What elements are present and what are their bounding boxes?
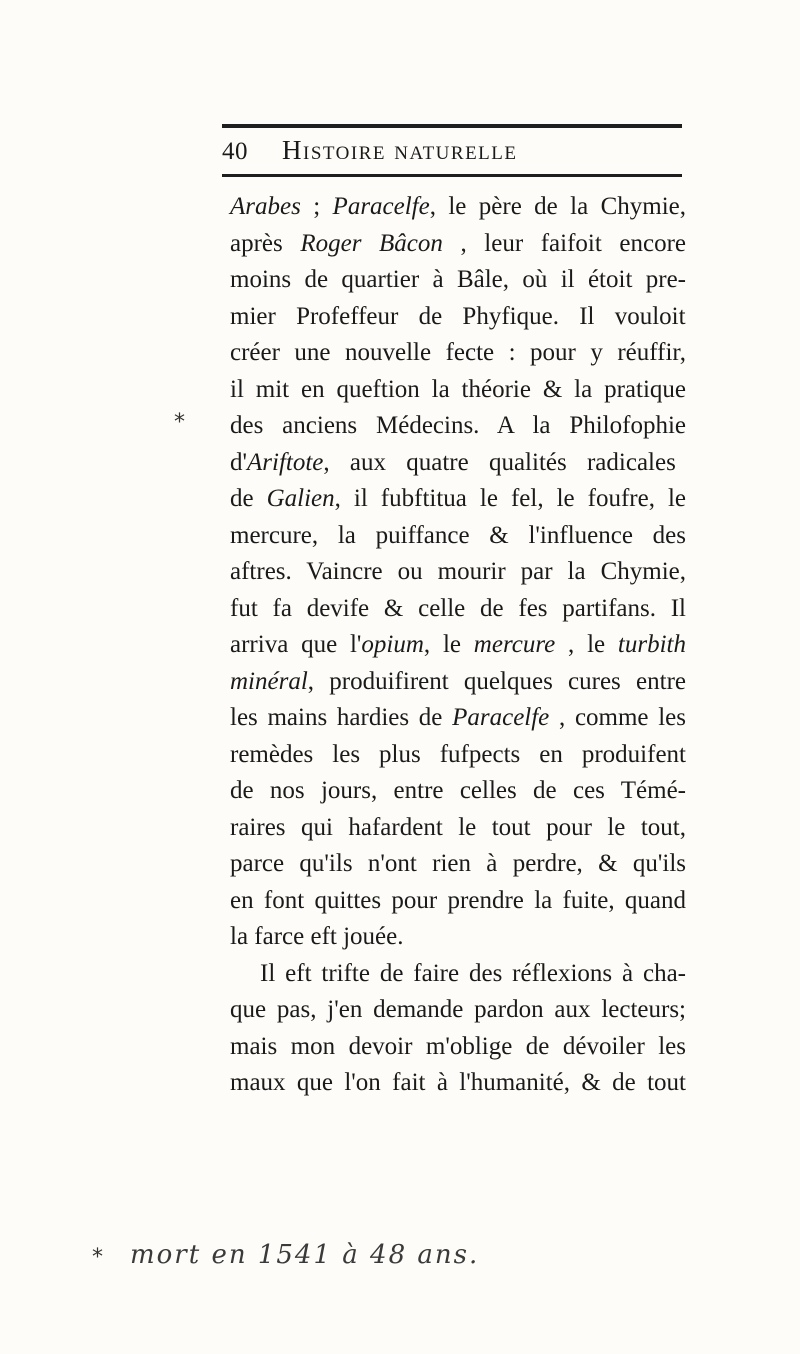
text-run: fut fa devife & celle de fes partifans. Il [230, 594, 686, 622]
text-run: que pas, j'en demande pardon aux lecteurs; [230, 996, 686, 1023]
text-run: , le père de la Chymie, [429, 193, 686, 220]
text-line [230, 1065, 686, 1102]
text-line [230, 700, 686, 737]
text-line [230, 481, 686, 518]
italic-text: Arabes [230, 193, 301, 220]
text-line [230, 226, 686, 263]
text-line [230, 773, 686, 810]
text-run: mier Profeffeur de Phyfique. Il vouloit [230, 302, 686, 330]
text-run: , le [555, 631, 618, 658]
text-run: de [230, 485, 267, 512]
text-run: ; [300, 193, 333, 220]
text-run: , leur faifoit encore [442, 229, 686, 257]
text-run: après [230, 229, 301, 257]
text-line [230, 299, 686, 336]
text-run: arriva que l' [230, 631, 362, 658]
text-run: les mains hardies de [230, 704, 453, 731]
text-line [230, 189, 686, 226]
text-run: mercure, la puiffance & l'influence des [230, 521, 686, 549]
text-line [230, 919, 686, 956]
text-line [230, 883, 686, 920]
text-line [230, 992, 686, 1029]
page-number: 40 [222, 138, 248, 165]
running-head [222, 135, 682, 166]
text-line [230, 518, 686, 555]
text-line [230, 627, 686, 664]
text-run: aftres. Vaincre ou mourir par la Chymie, [230, 558, 686, 585]
italic-text: Roger Bâcon [300, 229, 443, 257]
text-run: de nos jours, entre celles de ces Témé- [230, 777, 686, 804]
text-run: , il fubftitua le fel, le foufre, le [334, 485, 686, 512]
margin-asterisk: * [174, 410, 185, 435]
margin-asterisk-note: * [92, 1245, 103, 1270]
text-run: remèdes les plus fufpects en produifent [230, 740, 686, 768]
text-line [230, 591, 686, 628]
italic-text: Paracelfe [452, 704, 550, 731]
text-run: raires qui hafardent le tout pour le tout, [230, 813, 686, 841]
text-line [230, 846, 686, 883]
italic-text: minéral [230, 667, 308, 695]
italic-text: Galien [266, 485, 335, 512]
text-run: , comme les [549, 704, 686, 731]
handwritten-annotation: mort en 1541 à 48 ans. [130, 1240, 480, 1270]
italic-text: turbith [617, 631, 686, 658]
text-line [230, 956, 686, 993]
text-run: , aux quatre qualités radicales [323, 448, 676, 476]
head-rule [222, 174, 682, 177]
italic-text: Ariftote [247, 448, 324, 476]
text-run: la farce eft jouée. [230, 923, 404, 950]
body-text [230, 189, 686, 1102]
text-run: parce qu'ils n'ont rien à perdre, & qu'ils [230, 850, 686, 877]
text-run: , produifirent quelques cures entre [307, 667, 686, 695]
text-run: d' [230, 448, 248, 476]
text-line [230, 445, 686, 482]
text-line [230, 554, 686, 591]
text-run: en font quittes pour prendre la fuite, quand [230, 886, 686, 914]
text-line [230, 810, 686, 847]
italic-text: opium [361, 631, 424, 658]
text-line [230, 737, 686, 774]
top-rule [222, 124, 682, 128]
text-run: Il eft trifte de faire des réflexions à cha- [260, 959, 686, 987]
running-title: Histoire naturelle [282, 135, 518, 165]
text-line [230, 372, 686, 409]
text-run: des anciens Médecins. A la Philofophie [230, 412, 686, 439]
italic-text: mercure [473, 631, 556, 658]
text-line [230, 335, 686, 372]
text-line [230, 408, 686, 445]
text-line [230, 262, 686, 299]
text-run: mais mon devoir m'oblige de dévoiler les [230, 1032, 686, 1060]
text-line [230, 664, 686, 701]
text-line [230, 1029, 686, 1066]
text-run: maux que l'on fait à l'humanité, & de tout [230, 1069, 686, 1096]
text-run: moins de quartier à Bâle, où il étoit pre- [230, 266, 686, 293]
italic-text: Paracelfe [332, 193, 430, 220]
text-run: créer une nouvelle fecte : pour y réuffir, [230, 339, 686, 366]
text-run: il mit en queftion la théorie & la pratique [230, 375, 686, 403]
text-run: , le [423, 631, 474, 658]
